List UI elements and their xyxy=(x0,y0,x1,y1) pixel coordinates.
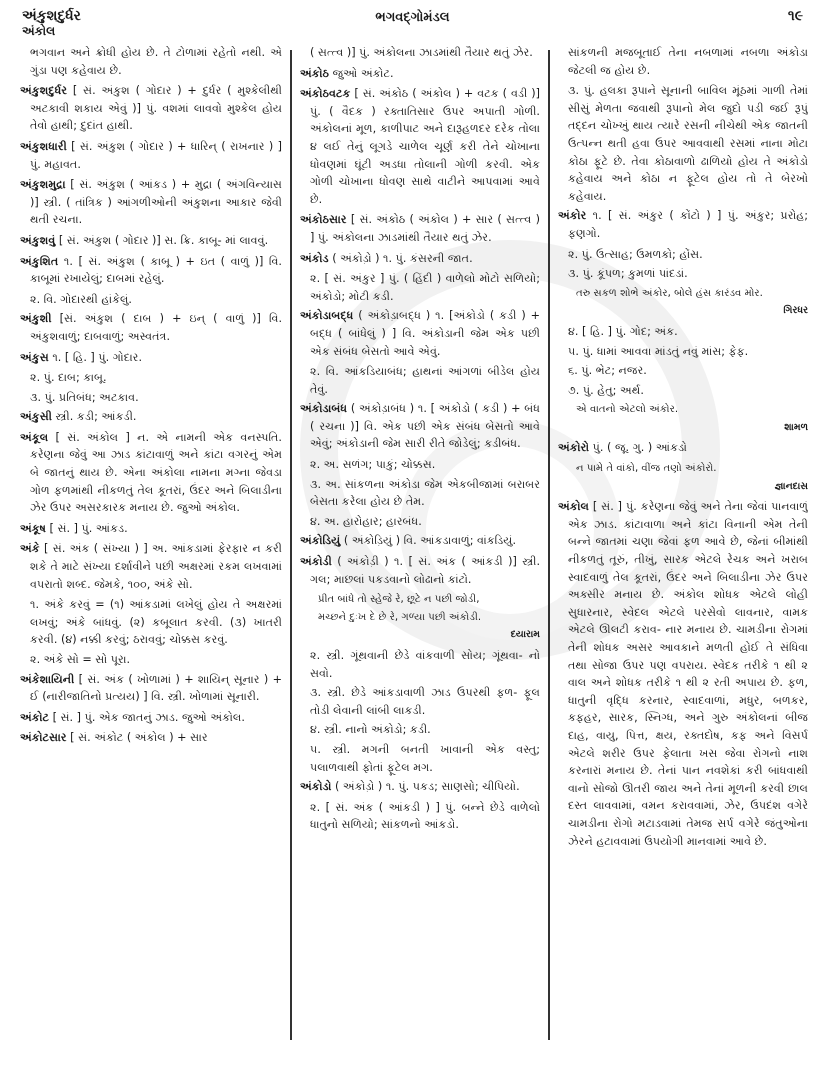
quotation-line: એ વાતનો એટલો અંકોર. xyxy=(576,404,679,416)
definition: ( અંકોડ઼ી ) ૧. [ સં. અંક ( આંકડી )] સ્ત્રી. ગલ; માછલાં પકડવાનો લોઢાનો કાંટો. xyxy=(310,555,540,586)
headword: અંકોઠવટક xyxy=(300,87,351,101)
headword: અંકોડાબદ્ધ xyxy=(300,309,354,323)
sense: ૩. સ્ત્રી. છેડે આંકડાવાળી ઝાડ ઉપરથી ફળ- ફૂલ તોડી લેવાની લાંબી લાકડી. xyxy=(310,686,540,717)
sense: ૪. [ હિ. ] પું. ગોદ; અંક. xyxy=(568,324,678,338)
headword: અંકોઠસાર xyxy=(300,213,347,227)
definition: [ સં. અંકુશ ( આંકડ ) + મુદ્રા ( અંગવિન્યાસ )] સ્ત્રી. ( તાંત્રિક ) આંગળીઓની અંકુશના આકાર જેવી થતી રચના. xyxy=(30,178,282,227)
definition: સ્ત્રી. કડી; આંકડી. xyxy=(51,410,137,424)
dictionary-entry xyxy=(300,400,540,453)
dictionary-entry xyxy=(20,82,282,135)
definition: [ સં. અંકુશ ( ગોદાર )] સ. ક્રિ. કાબૂ- માં લાવવું. xyxy=(55,233,269,247)
definition: જુઓ અંકોટ. xyxy=(329,66,394,80)
definition: [સં. અંકુશ ( દાબ ) + ઇન્ ( વાળું )] વિ. અંકુશવાળું; દાબવાળું; અસ્વતંત્ર. xyxy=(30,312,282,343)
page-number: ૧૯ xyxy=(787,8,803,24)
headword: અંકોડી xyxy=(300,555,332,569)
column-middle xyxy=(300,44,540,1044)
dictionary-entry xyxy=(558,439,808,457)
definition: [ સં. અંકોઠ ( અંકોલ ) + સાર ( સત્ત્વ ) ] પું. અંકોલના ઝાડમાંથી તૈયાર થતું ઝેર. xyxy=(310,213,540,244)
headword: અંકોરો xyxy=(558,441,590,455)
dictionary-entry xyxy=(20,138,282,173)
definition: [ સં. અંકોલ ] ન. એ નામની એક વનસ્પતિ. કરેણના જેવું આ ઝાડ કાંટાવાળું અને કાંટા વગરનું એમ બે જાતનું થાય છે. એના અંકોલા નામના મગ્ના જેવડા ગોળ ફળમાંથી નીકળતું તેલ કૂતરાં, ઉંદર અને બિલાડીના ઝેર ઉપર અસરકારક મનાય છે. જુઓ અંકોલ. xyxy=(30,430,282,515)
sense: ૨. પું. દાબ; કાબૂ. xyxy=(30,371,107,385)
dictionary-entry xyxy=(300,250,540,268)
dictionary-entry xyxy=(300,211,540,246)
dictionary-entry xyxy=(20,349,282,367)
headword: અંકોટસાર xyxy=(20,731,67,745)
sense: ૭. પું. હેતુ; અર્થ. xyxy=(568,383,644,397)
sense: ૪. સ્ત્રી. નાનો અંકોડો; કડી. xyxy=(310,723,431,737)
guide-word-first: અંકુશદુર્ધર xyxy=(22,8,81,24)
sense: ૩. અ. સાંકળના અંકોડા જેમ એકબીજામાં બરાબર બેસતા કરેલા હોય છે તેમ. xyxy=(310,477,540,509)
dictionary-entry xyxy=(20,520,282,538)
dictionary-entry xyxy=(558,498,808,850)
dictionary-entry xyxy=(300,307,540,360)
headword: અંકેશાયિની xyxy=(20,672,75,686)
definition: [ સં. અંક ( ખોળામાં ) + શાયિન્ સૂનાર ) + ઈ (નારીજાતિનો પ્રત્યય) ] વિ. સ્ત્રી. ખોળામાં સૂનારી. xyxy=(30,672,282,704)
quotation-author: જ્ઞાનદાસ xyxy=(774,480,808,492)
definition: [ સં. ] પું. આંકડ. xyxy=(45,521,128,535)
headword: અંકુશવું xyxy=(20,233,56,247)
dictionary-entry xyxy=(300,65,540,83)
dictionary-entry xyxy=(300,85,540,208)
definition: [ સં. અંકોટ ( અંકોલ ) + સાર xyxy=(66,731,208,745)
dictionary-entry xyxy=(300,532,540,550)
definition: ( અંકોડ઼ાબદ્ધ ) ૧. [અંકોડો ( કડી ) + બદ્ધ ( બાંધેલું ) ] વિ. અંકોડાની જેમ એક પછી એક સંબંધ બેસતો આવે એવું. xyxy=(310,309,540,358)
headword: અંકોડિયું xyxy=(300,534,341,548)
entry-continuation: સાંકળની મજબૂતાઈ તેના નબળામાં નબળા અંકોડા જેટલી જ હોય છે. xyxy=(568,46,808,77)
definition: [ સં. અંક ( સંખ્યા ) ] અ. આંકડામાં ફેરફાર ન કરી શકે તે માટે સંખ્યા દર્શાવીને પછી અક્ષરમાં રકમ લખવામાં વપરાતો શબ્દ. જેમકે, ૧૦૦, અંકે સો. xyxy=(30,542,282,591)
quotation-line: પ્રીત બાંધે તો સ્હેજે રે, છૂટે ન પછી જોડી, xyxy=(318,594,480,606)
headword: અંકુશી xyxy=(20,312,52,326)
headword: અંકોઠ xyxy=(300,66,330,80)
sense: ૨. અંકે સો = સો પૂરા. xyxy=(30,653,131,666)
headword: અંકુશમુદ્રા xyxy=(20,178,66,192)
dictionary-entry xyxy=(20,176,282,229)
definition: ( અંકોડ઼ો ) ૧. પું. પકડ; સાણસો; ચીપિયો. xyxy=(331,780,520,794)
sense: ૫. પું. ધામાં આવવા માંડતું નવું માંસ; ફેફ. xyxy=(568,344,749,358)
dictionary-entry xyxy=(20,408,282,426)
dictionary-entry xyxy=(20,729,282,747)
headword: અંકોલ xyxy=(558,500,589,514)
quotation-line: ન પામે તે વાંકો, વીંજ તણો અંકોરો. xyxy=(576,463,717,475)
dictionary-entry xyxy=(558,207,808,242)
sense: ૨. સ્ત્રી. ગૂંથવાની છેડે વાંકવાળી સોય; ગૂંથવા- નો સવો. xyxy=(310,649,540,680)
quotation-author: દયારામ xyxy=(510,629,540,641)
definition: પું. ( જૂ. ગુ. ) આંકડો xyxy=(589,441,687,455)
sense: ૪. અ. હારોહાર; હારબંધ. xyxy=(310,514,422,528)
sense: ૩. પું. હલકા રૂપાને સૂનાની બાવિલ મૂંઠમાં ગાળી તેમાં સીસું મેળતા જવાથી રૂપાનો મેલ જુદો પડી જઈ રૂપું તદ્દન ચોખ્ખું થાય ત્યારે રસની નીચેથી એક જાતની ઉત્પન્ન થતી હવા ઉપર આવવાથી રસમાં નાના મોટા કોઠા ફૂટે છે. તેવા કોઠાવાળો ઢાળિયો હોય તે અંકોડો કહેવાય અને કોઠા ન ફૂટેલ હોય તો તે બેરખો કહેવાય. xyxy=(568,84,808,203)
headword: અંકુશધારી xyxy=(20,139,67,153)
sense: ૫. સ્ત્રી. મગની બનતી ખાવાની એક વસ્તુ; પલાળવાથી ફોતાં ફૂટેલ મગ. xyxy=(310,742,540,774)
quotation-author: શામળ xyxy=(784,421,808,433)
definition: [ સં. અંકુશ ( ગોદાર ) + દુર્ધર ( મુશ્કેલીથી અટકાવી શકાય એવું )] પું. વશમાં લાવવો મુશ્કેલ હોય તેવો હાથી; દુદાંત હાથી. xyxy=(30,84,282,133)
column-left xyxy=(20,44,282,1044)
headword: અંકોડાબંધ xyxy=(300,402,348,416)
headword: અંકોર xyxy=(558,209,587,223)
definition: ( અંકોડ઼િયું ) વિ. આંકડાવાળું; વાંકડિયું. xyxy=(340,534,517,548)
definition: ( અંકોડ઼ાબંધ ) ૧. [ અંકોડો ( કડી ) + બંધ ( રચના )] વિ. એક પછી એક સંબંધ બેસતો આવે એવું; અંકોડાની જેમ સારી રીતે જોડેલું; કડીબંધ. xyxy=(310,402,540,451)
sense: ૬. પું. ભેટ; નજર. xyxy=(568,364,647,378)
definition: [ સં. અંકુશ ( ગોદાર ) + ધારિન્ ( રાખનાર ) ] પું. મહાવત. xyxy=(30,139,282,171)
headword: અંકે xyxy=(20,542,40,556)
headword: અંકૂષ xyxy=(20,521,46,535)
column-divider xyxy=(548,50,550,1040)
sense: ૨. વિ. ગોદારથી હાંકેલું. xyxy=(30,292,132,306)
dictionary-entry xyxy=(20,253,282,288)
definition: [ સં. અંકોઠ ( અંકોલ ) + વટક ( વડી )] પું. ( વૈદક ) રક્તાતિસાર ઉપર અપાતી ગોળી. અંકોલનાં મૂળ, કાળીપાટ અને દારૂહળદર દરેક તોલા ૪ લઈ તેનું લૂગડે ચાળેલ ચૂર્ણ કરી તેને ચોખાના ધોવણમાં ઘૂંટી અડધા તોલાની ગોળી કરવી. એક ગોળી ચોખાના ધોવણ સાથે વાટીને આપવામાં આવે છે. xyxy=(310,87,540,206)
entry-continuation: ( સત્ત્વ )] પું. અંકોલના ઝાડમાંથી તૈયાર થતું ઝેર. xyxy=(310,46,533,59)
sense: ૨. [ સં. અંકુર ] પું. ( હિંદી ) વાળેલો મોટો સળિયો; અંકોડો; મોટી કડી. xyxy=(310,272,540,303)
quotation-author: ગિરધર xyxy=(783,305,808,317)
headword: અંકોડ xyxy=(300,251,329,265)
headword: અંકૂલ xyxy=(20,430,49,444)
dictionary-entry xyxy=(300,778,540,796)
sense: ૨. અ. સળંગ; પાકું; ચોક્કસ. xyxy=(310,458,436,472)
page-title: ભગવદ્ગોમંડલ xyxy=(375,10,450,25)
headword: અંકુસી xyxy=(20,410,52,424)
dictionary-columns xyxy=(0,44,825,1054)
headword: અંકોડો xyxy=(300,780,332,794)
sense: ૨. વિ. આંકડિયાબંધ; હાથનાં આંગળાં બીડેલ હોય તેવું. xyxy=(310,365,540,396)
headword: અંકુશિત xyxy=(20,254,59,268)
quotation-line: મચ્છને દુઃખ દે છે રે, ગળ્યા પછી અંકોડી. xyxy=(318,611,482,623)
definition: ( અંકોડ઼ો ) ૧. પું. કંસરની જાત. xyxy=(328,251,473,265)
dictionary-entry xyxy=(20,709,282,727)
column-right xyxy=(558,44,808,1044)
headword: અંકુશદુર્ધર xyxy=(20,84,68,98)
dictionary-entry xyxy=(20,310,282,345)
dictionary-entry xyxy=(20,671,282,706)
dictionary-entry xyxy=(20,429,282,517)
definition: ૧. [ સં. અંકુશ ( કાબૂ ) + ઇત ( વાળું )] વિ. કાબૂમાં રખાયેલું; દાબમાં રહેલું. xyxy=(30,254,282,286)
sense: ૩. પું. પ્રતિબંધ; અટકાવ. xyxy=(30,390,139,404)
headword: અંકોટ xyxy=(20,710,50,724)
dictionary-entry xyxy=(300,553,540,588)
definition: [ સં. ] પું. એક જાતનું ઝાડ. જુઓ અંકોલ. xyxy=(49,710,245,724)
definition: ૧. [ હિ. ] પું. ગોદાર. xyxy=(48,350,143,364)
dictionary-entry xyxy=(20,540,282,593)
page-header xyxy=(0,0,825,48)
headword: અંકુસ xyxy=(20,350,49,364)
dictionary-entry xyxy=(20,232,282,250)
column-divider xyxy=(290,50,292,1040)
sense: ૨. પું. ઉત્સાહ; ઉમળકો; હોંસ. xyxy=(568,247,703,261)
quotation-line: તરુ સકળ શોભે અંકોર, બોલે હંસ કારંડવ મોર. xyxy=(576,287,763,299)
sense: ૩. પું. કૂંપળ; કુમળાં પાંદડાં. xyxy=(568,267,688,281)
guide-word-last: અંકોલ xyxy=(22,24,56,38)
definition: ૧. [ સં. અંકુર ( કોંટો ) ] પું. અંકુર; પ્રરોહ; ફણગો. xyxy=(568,209,808,240)
sense: ૨. [ સં. અંક ( આંકડી ) ] પું. બન્ને છેડે વાળેલો ધાતુનો સળિયો; સાંકળનો આંકડો. xyxy=(310,800,540,832)
entry-continuation: ભગવાન અને ક્રોધી હોય છે. તે ટોળામાં રહેતો નથી. એ ગુંડા પણ કહેવાય છે. xyxy=(30,46,282,77)
definition: [ સં. ] પું. કરેણના જેવું અને તેના જેવાં પાનવાળું એક ઝાડ. કાંટાવાળા અને કાંટા વિનાની એમ તેની બન્ને જાતમાં ચણા જેવાં ફળ આવે છે, જેનાં બીમાંથી નીકળતું તૂરું, તીખું, સારક એટલે રેચક અને ખરાબ સ્વાદવાળું તેલ કૂતરાં, ઉંદર અને બિલાડીના ઝેર ઉપર અક્સીર મનાય છે. અંકોલ શોધક એટલે લોહી સુધારનાર, સ્વેદલ એટલે પરસેવો લાવનાર, વામક એટલે ઊલટી કરાવ- નાર મનાય છે. ચામડીના રોગમાં તેની શોધક અસર આવકાને મળતી હોઈ તે સંધિવા તથા સોજા ઉપર પણ વપરાય. સ્વેદક તરીકે ૧ થી ૨ વાલ અને શોધક તરીકે ૧ થી ૨ રતી અપાય છે. ફળ, ધાતુની વૃદ્ધિ કરનાર, સ્વાદવાળાં, મધુર, બળકર, કફહર, સારક, સ્નિગ્ધ, અને ગુરુ અંકોલનાં બીજ દાહ, વાયુ, પિત્ત, ક્ષય, રક્તદોષ, કફ અને વિસર્પ એટલે શરીર ઉપર ફેલાતા ખસ જેવા રોગનો નાશ કરનારાં મનાય છે. તેનાં પાન નવશેકાં કરી બાંધવાથી વાનો સોજો ઊતરી જાય અને તેનાં મૂળની કરવી છાલ દસ્ત લાવવામાં, વમન કરાવવામાં, ઝેર, ઉપદંશ વગેરે ચામડીના રોગો મટાડવામાં તેમજ સર્પ વગેરે જંતુઓના ઝેરને હટાવવામાં ઉપયોગી માનવામાં આવે છે. xyxy=(568,500,808,848)
sense: ૧. અંકે કરવું = (૧) આંકડામાં લખેલું હોય તે અક્ષરમાં લખવું; અંકે બાંધવું. (૨) કબૂલાત કરવી. (૩) ખાતરી કરવી. (૪) નક્કી કરવું; ઠરાવવું; ચોક્કસ કરવું. xyxy=(30,598,282,647)
